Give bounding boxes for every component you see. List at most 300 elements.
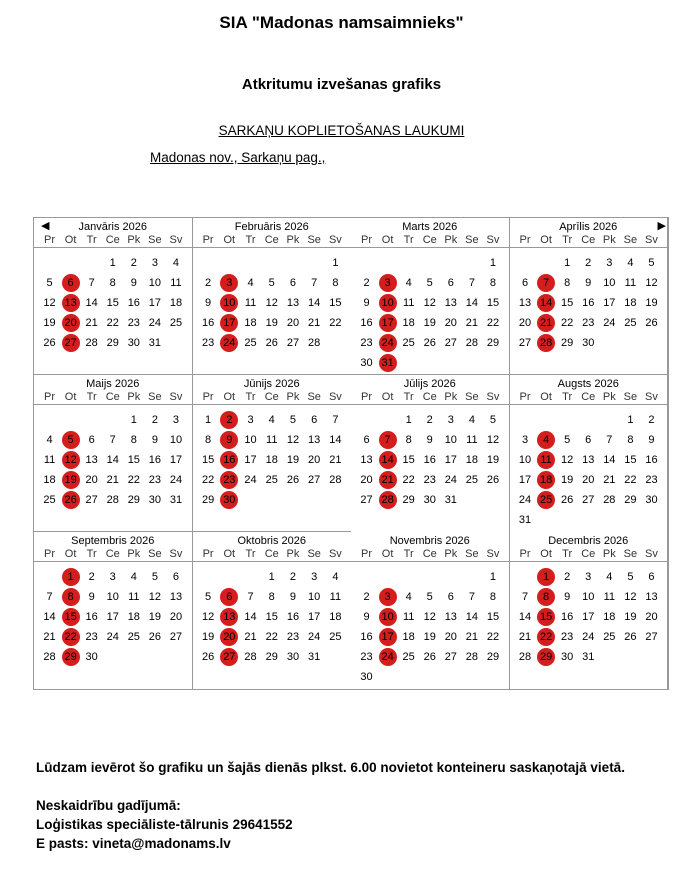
day-cell: 18: [127, 611, 140, 623]
day-cell: 15: [201, 454, 215, 466]
day-cell: 13: [308, 434, 321, 446]
day-cell: 23: [85, 631, 98, 643]
week-row: [515, 490, 663, 510]
day-cell: 11: [43, 454, 56, 466]
day-cell: 7: [606, 434, 613, 446]
collection-day-cell: 30: [219, 490, 240, 510]
month-title: Februāris 2026: [234, 221, 309, 233]
empty-day-cell: [282, 253, 303, 273]
day-cell: 26: [486, 474, 500, 486]
day-cell: 20: [518, 317, 532, 329]
week-row: [198, 293, 347, 313]
day-cell: 15: [561, 297, 574, 309]
day-cell: 1: [268, 571, 275, 583]
day-cell: 10: [308, 591, 321, 603]
month-title: Decembris 2026: [548, 535, 629, 547]
weekday-label: Pk: [127, 548, 141, 560]
day-cell: 27: [518, 337, 532, 349]
week-row: [39, 430, 187, 450]
empty-day-cell: [599, 410, 620, 430]
weekday-label: Ot: [64, 548, 77, 560]
month-9: [34, 532, 193, 689]
day-cell: 22: [561, 317, 574, 329]
day-cell: 14: [465, 611, 478, 623]
month-2: [193, 218, 352, 375]
day-cell: 26: [148, 631, 161, 643]
day-cell: 8: [109, 277, 116, 289]
weekday-label: Ot: [64, 391, 77, 403]
weekday-label: Pr: [519, 391, 531, 403]
empty-day-cell: [482, 490, 503, 510]
day-cell: 8: [205, 434, 212, 446]
month-title: Jūnijs 2026: [243, 378, 300, 390]
day-cell: 15: [265, 611, 278, 623]
week-row: [198, 450, 347, 470]
month-days: [351, 562, 509, 687]
day-cell: 18: [265, 454, 278, 466]
day-cell: 22: [201, 474, 215, 486]
day-cell: 6: [88, 434, 95, 446]
day-cell: 28: [518, 651, 532, 663]
weekday-label: Pk: [602, 391, 616, 403]
collection-day-cell: 24: [377, 647, 398, 667]
week-row: [515, 567, 663, 587]
weekday-label: Pk: [444, 548, 458, 560]
month-title: Novembris 2026: [389, 535, 470, 547]
day-cell: 4: [172, 257, 180, 269]
day-cell: 23: [645, 474, 658, 486]
day-cell: 13: [85, 454, 98, 466]
weekday-label: Pr: [519, 548, 531, 560]
day-cell: 24: [603, 317, 616, 329]
page-title: SIA "Madonas namsaimnieks": [219, 13, 464, 32]
day-cell: 1: [489, 257, 497, 269]
day-cell: 3: [109, 571, 116, 583]
day-cell: 28: [106, 494, 119, 506]
day-cell: 28: [465, 337, 478, 349]
day-cell: 14: [308, 297, 321, 309]
week-row: [356, 410, 504, 430]
month-days: [510, 405, 668, 530]
empty-day-cell: [515, 567, 536, 587]
collection-day-cell: 31: [377, 353, 398, 373]
weekday-label: Tr: [86, 391, 97, 403]
collection-day-cell: 27: [219, 647, 240, 667]
collection-day-cell: 9: [219, 430, 240, 450]
month-title: Aprīlis 2026: [559, 221, 618, 233]
day-cell: 12: [423, 297, 436, 309]
day-cell: 29: [106, 337, 119, 349]
day-cell: 8: [489, 277, 497, 289]
week-row: [39, 273, 187, 293]
collection-day-cell: 10: [219, 293, 240, 313]
empty-day-cell: [641, 333, 662, 353]
month-days: [34, 405, 192, 510]
weekday-label: Sv: [169, 548, 183, 560]
day-cell: 16: [127, 297, 140, 309]
prev-month-arrow-icon[interactable]: ◀: [41, 220, 50, 232]
collection-day-cell: 21: [377, 470, 398, 490]
day-cell: 16: [85, 611, 98, 623]
collection-day-cell: 1: [60, 567, 81, 587]
day-cell: 10: [244, 434, 257, 446]
week-row: [356, 607, 504, 627]
footer: [36, 758, 655, 853]
day-cell: 17: [308, 611, 321, 623]
day-cell: 29: [201, 494, 215, 506]
weekday-label: Pr: [44, 391, 56, 403]
day-cell: 5: [489, 414, 497, 426]
day-cell: 6: [447, 277, 454, 289]
day-cell: 31: [518, 514, 532, 526]
empty-day-cell: [461, 667, 482, 687]
weekday-label: Ot: [223, 548, 236, 560]
weekday-label: Tr: [86, 234, 97, 246]
empty-day-cell: [482, 353, 503, 373]
weekday-label: Tr: [403, 234, 414, 246]
day-cell: 18: [169, 297, 183, 309]
weekday-label: Tr: [562, 391, 573, 403]
day-cell: 8: [405, 434, 412, 446]
day-cell: 5: [289, 414, 297, 426]
empty-day-cell: [398, 567, 419, 587]
schedule-note: Lūdzam ievērot šo grafiku un šajās dienās plkst. 6.00 novietot konteineru saskaņotajā vietā.: [36, 760, 625, 775]
month-title: Janvāris 2026: [78, 221, 147, 233]
day-cell: 8: [268, 591, 275, 603]
day-cell: 26: [286, 474, 300, 486]
day-cell: 26: [561, 494, 574, 506]
next-month-arrow-icon[interactable]: ▶: [657, 220, 666, 232]
month-title: Augsts 2026: [557, 378, 619, 390]
collection-day-cell: 26: [60, 490, 81, 510]
day-cell: 4: [332, 571, 339, 583]
collection-day-cell: 20: [219, 627, 240, 647]
day-cell: 17: [518, 474, 532, 486]
weekday-label: Tr: [245, 548, 256, 560]
week-row: [356, 273, 504, 293]
empty-day-cell: [461, 253, 482, 273]
day-cell: 2: [564, 571, 571, 583]
day-cell: 14: [106, 454, 119, 466]
collection-day-cell: 23: [219, 470, 240, 490]
day-cell: 19: [43, 317, 56, 329]
weekday-label: Pr: [44, 234, 56, 246]
day-cell: 22: [486, 631, 500, 643]
day-cell: 29: [402, 494, 415, 506]
day-cell: 25: [265, 474, 278, 486]
day-cell: 17: [603, 297, 616, 309]
collection-day-cell: 19: [60, 470, 81, 490]
collection-day-cell: 27: [60, 333, 81, 353]
day-cell: 29: [127, 494, 140, 506]
collection-day-cell: 11: [536, 450, 557, 470]
empty-day-cell: [261, 253, 282, 273]
day-cell: 9: [151, 434, 158, 446]
day-cell: 13: [286, 297, 300, 309]
day-cell: 25: [402, 337, 415, 349]
empty-day-cell: [419, 353, 440, 373]
empty-day-cell: [219, 253, 240, 273]
day-cell: 11: [170, 277, 182, 289]
day-cell: 7: [247, 591, 254, 603]
day-cell: 25: [402, 651, 415, 663]
empty-day-cell: [356, 567, 377, 587]
empty-day-cell: [81, 253, 102, 273]
day-cell: 27: [444, 651, 457, 663]
day-cell: 21: [43, 631, 56, 643]
day-cell: 15: [127, 454, 140, 466]
week-row: [39, 293, 187, 313]
weekday-label: Sv: [169, 391, 183, 403]
week-row: [356, 353, 504, 373]
week-row: [515, 293, 663, 313]
day-cell: 15: [624, 454, 637, 466]
empty-day-cell: [641, 647, 662, 667]
empty-day-cell: [515, 410, 536, 430]
day-cell: 19: [645, 297, 658, 309]
day-cell: 12: [486, 434, 500, 446]
week-row: [39, 627, 187, 647]
day-cell: 11: [466, 434, 478, 446]
empty-day-cell: [304, 253, 325, 273]
day-cell: 18: [603, 611, 616, 623]
empty-day-cell: [39, 253, 60, 273]
day-cell: 31: [582, 651, 595, 663]
weekday-label: Tr: [86, 548, 97, 560]
day-cell: 17: [444, 454, 457, 466]
week-row: [198, 607, 347, 627]
empty-day-cell: [165, 333, 186, 353]
day-cell: 7: [468, 277, 475, 289]
empty-day-cell: [240, 253, 261, 273]
day-cell: 16: [360, 317, 373, 329]
day-cell: 21: [85, 317, 98, 329]
day-cell: 11: [244, 297, 257, 309]
collection-day-cell: 21: [536, 313, 557, 333]
week-row: [356, 253, 504, 273]
weekday-label: Ce: [264, 548, 279, 560]
day-cell: 8: [332, 277, 339, 289]
day-cell: 7: [521, 591, 529, 603]
month-days: [510, 562, 668, 667]
weekday-label: Pk: [127, 391, 141, 403]
day-cell: 1: [564, 257, 571, 269]
empty-day-cell: [398, 667, 419, 687]
week-row: [356, 333, 504, 353]
day-cell: 4: [46, 434, 53, 446]
week-row: [39, 333, 187, 353]
day-cell: 16: [561, 611, 574, 623]
day-cell: 14: [329, 434, 342, 446]
day-cell: 8: [130, 434, 137, 446]
month-days: [34, 562, 192, 667]
empty-day-cell: [398, 353, 419, 373]
day-cell: 18: [624, 297, 637, 309]
weekday-label: Pk: [444, 234, 458, 246]
week-row: [515, 450, 663, 470]
week-row: [198, 647, 347, 667]
day-cell: 24: [244, 474, 257, 486]
weekday-label: Ce: [105, 391, 120, 403]
week-row: [356, 647, 504, 667]
day-cell: 21: [329, 454, 342, 466]
collection-day-cell: 10: [377, 607, 398, 627]
collection-day-cell: 16: [219, 450, 240, 470]
page-subtitle: Atkritumu izvešanas grafiks: [241, 76, 442, 93]
empty-day-cell: [557, 510, 578, 530]
week-row: [515, 627, 663, 647]
day-cell: 1: [405, 414, 412, 426]
day-cell: 27: [360, 494, 373, 506]
day-cell: 18: [43, 474, 56, 486]
weekday-label: Ce: [581, 391, 596, 403]
day-cell: 13: [645, 591, 658, 603]
weekday-label: Tr: [245, 234, 256, 246]
empty-day-cell: [440, 667, 461, 687]
weekday-label: Se: [623, 548, 638, 560]
day-cell: 14: [518, 611, 532, 623]
day-cell: 10: [444, 434, 457, 446]
week-row: [39, 490, 187, 510]
empty-day-cell: [578, 410, 599, 430]
week-row: [515, 333, 663, 353]
weekday-header-row: [351, 390, 509, 405]
day-cell: 5: [268, 277, 275, 289]
week-row: [39, 410, 187, 430]
day-cell: 2: [151, 414, 158, 426]
day-cell: 18: [402, 317, 415, 329]
day-cell: 25: [127, 631, 140, 643]
day-cell: 6: [585, 434, 592, 446]
collection-day-cell: 24: [377, 333, 398, 353]
weekday-label: Ot: [540, 548, 552, 560]
weekday-label: Sv: [645, 234, 658, 246]
month-days: [34, 248, 192, 353]
month-8: [510, 375, 669, 532]
day-cell: 9: [585, 277, 592, 289]
day-cell: 24: [106, 631, 119, 643]
day-cell: 13: [582, 454, 595, 466]
day-cell: 2: [88, 571, 95, 583]
day-cell: 5: [426, 277, 433, 289]
day-cell: 29: [624, 494, 637, 506]
weekday-label: Pr: [361, 391, 373, 403]
weekday-label: Se: [465, 391, 479, 403]
day-cell: 4: [268, 414, 275, 426]
weekday-label: Pr: [519, 234, 531, 246]
calendar-grid: [33, 217, 669, 690]
month-title: Jūlijs 2026: [403, 378, 456, 390]
month-days: [510, 248, 668, 353]
empty-day-cell: [461, 567, 482, 587]
day-cell: 26: [265, 337, 278, 349]
day-cell: 4: [606, 571, 613, 583]
day-cell: 30: [360, 357, 373, 369]
month-title: Marts 2026: [402, 221, 458, 233]
weekday-label: Se: [465, 234, 479, 246]
day-cell: 9: [289, 591, 297, 603]
day-cell: 21: [244, 631, 257, 643]
week-row: [39, 313, 187, 333]
day-cell: 30: [645, 494, 658, 506]
weekday-label: Sv: [486, 548, 500, 560]
week-row: [39, 567, 187, 587]
contact-heading: Neskaidrību gadījumā:: [36, 798, 181, 813]
day-cell: 24: [148, 317, 161, 329]
empty-day-cell: [144, 647, 165, 667]
collection-day-cell: 17: [219, 313, 240, 333]
day-cell: 17: [148, 297, 161, 309]
day-cell: 30: [423, 494, 436, 506]
day-cell: 9: [88, 591, 95, 603]
empty-day-cell: [377, 410, 398, 430]
day-cell: 16: [645, 454, 658, 466]
empty-day-cell: [240, 490, 261, 510]
month-days: [193, 562, 352, 667]
day-cell: 10: [106, 591, 119, 603]
day-cell: 16: [201, 317, 215, 329]
empty-day-cell: [377, 567, 398, 587]
day-cell: 4: [468, 414, 475, 426]
collection-day-cell: 7: [377, 430, 398, 450]
day-cell: 18: [244, 317, 257, 329]
day-cell: 4: [405, 591, 412, 603]
empty-day-cell: [515, 253, 536, 273]
day-cell: 18: [465, 454, 478, 466]
day-cell: 20: [169, 611, 183, 623]
weekday-label: Tr: [562, 548, 573, 560]
day-cell: 19: [148, 611, 161, 623]
day-cell: 15: [329, 297, 342, 309]
weekday-header-row: [351, 547, 509, 562]
empty-day-cell: [356, 253, 377, 273]
day-cell: 28: [603, 494, 616, 506]
day-cell: 31: [148, 337, 161, 349]
empty-day-cell: [377, 667, 398, 687]
day-cell: 31: [308, 651, 321, 663]
weekday-label: Sv: [645, 391, 658, 403]
collection-day-cell: 24: [219, 333, 240, 353]
day-cell: 4: [405, 277, 412, 289]
day-cell: 9: [426, 434, 433, 446]
day-cell: 13: [518, 297, 532, 309]
weekday-label: Ce: [264, 234, 279, 246]
day-cell: 3: [247, 414, 254, 426]
empty-day-cell: [461, 353, 482, 373]
day-cell: 12: [423, 611, 436, 623]
day-cell: 25: [169, 317, 183, 329]
empty-day-cell: [620, 510, 641, 530]
day-cell: 13: [444, 611, 457, 623]
month-7: [351, 375, 510, 532]
week-row: [198, 627, 347, 647]
day-cell: 7: [468, 591, 475, 603]
weekday-label: Se: [307, 391, 321, 403]
weekday-label: Pk: [286, 234, 300, 246]
day-cell: 20: [582, 474, 595, 486]
weekday-header-row: [510, 390, 668, 405]
day-cell: 27: [444, 337, 457, 349]
day-cell: 20: [645, 611, 658, 623]
day-cell: 1: [489, 571, 497, 583]
contact-email: E pasts: vineta@madonams.lv: [36, 836, 231, 851]
weekday-label: Sv: [328, 548, 342, 560]
day-cell: 23: [286, 631, 300, 643]
weekday-label: Se: [623, 234, 638, 246]
collection-day-cell: 13: [60, 293, 81, 313]
month-1: [34, 218, 193, 375]
day-cell: 1: [205, 414, 212, 426]
